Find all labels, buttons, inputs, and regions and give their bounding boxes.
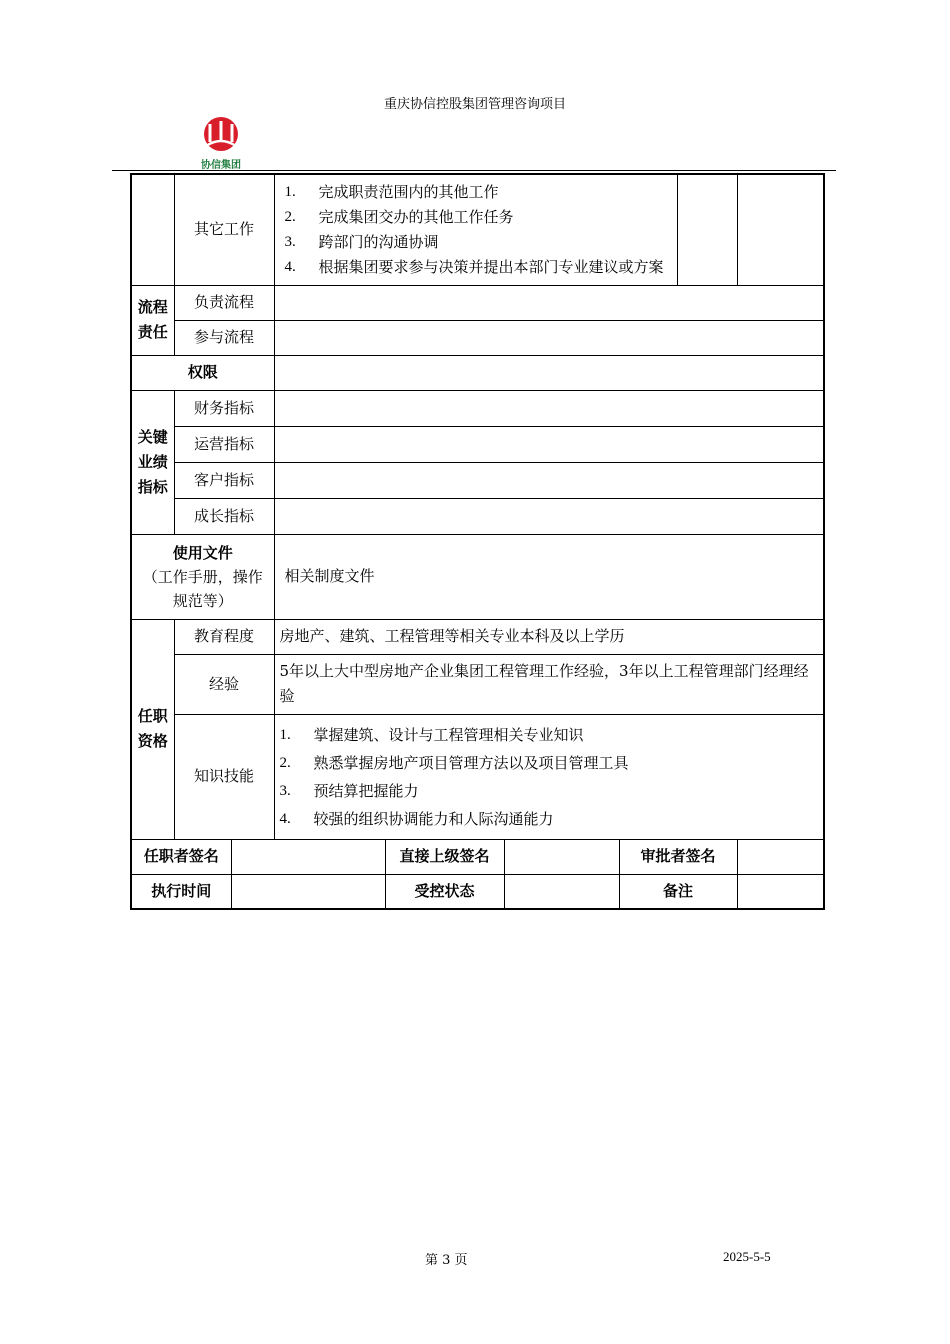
kpi-financial-label: 财务指标 [174, 390, 274, 426]
documents-value: 相关制度文件 [274, 534, 824, 619]
execution-row [131, 874, 824, 909]
process-participate-row [131, 320, 824, 355]
other-work-label: 其它工作 [174, 174, 274, 285]
authority-row [131, 355, 824, 390]
other-work-item-text: 根据集团要求参与决策并提出本部门专业建议或方案 [318, 257, 664, 276]
other-work-extra-cell-1 [677, 174, 737, 285]
other-work-extra-cell-2 [737, 174, 824, 285]
documents-note: （工作手册，操作规范等） [142, 567, 263, 610]
skill-item-number: 2. [279, 754, 291, 771]
approver-signature-label: 审批者签名 [619, 839, 737, 874]
other-work-item [285, 255, 672, 280]
skill-item-text: 预结算把握能力 [313, 781, 419, 800]
footer-date: 2025-5-5 [723, 1249, 771, 1264]
other-work-item-number: 3. [284, 233, 296, 250]
kpi-growth-row [131, 498, 824, 534]
other-work-category-cell [131, 174, 174, 285]
supervisor-signature-value [504, 839, 619, 874]
skill-item-text: 掌握建筑、设计与工程管理相关专业知识 [313, 725, 584, 744]
kpi-operations-label: 运营指标 [174, 426, 274, 462]
process-responsible-value [274, 285, 824, 320]
documents-label-cell [131, 534, 274, 619]
approver-signature-value [737, 839, 824, 874]
kpi-customer-value [274, 462, 824, 498]
process-responsible-row [131, 285, 824, 320]
other-work-item-text: 完成职责范围内的其他工作 [318, 182, 499, 201]
exec-time-value [231, 874, 385, 909]
qualification-category: 任职 资格 [131, 619, 174, 839]
other-work-item [285, 180, 672, 205]
page-number: 第 3 页 [425, 1253, 468, 1268]
skill-item-number: 1. [279, 726, 291, 743]
kpi-financial-row [131, 390, 824, 426]
other-work-content [274, 174, 677, 285]
education-row [131, 619, 824, 654]
skill-item-text: 较强的组织协调能力和人际沟通能力 [313, 809, 554, 828]
skill-item [280, 749, 819, 777]
authority-value [274, 355, 824, 390]
header-divider [112, 170, 836, 171]
kpi-growth-value [274, 498, 824, 534]
documents-row [131, 534, 824, 619]
holder-signature-label: 任职者签名 [131, 839, 231, 874]
kpi-customer-label: 客户指标 [174, 462, 274, 498]
process-participate-label: 参与流程 [174, 320, 274, 355]
skills-label: 知识技能 [174, 714, 274, 839]
kpi-growth-label: 成长指标 [174, 498, 274, 534]
logo-emblem-icon [196, 116, 246, 156]
kpi-operations-row [131, 426, 824, 462]
control-status-label: 受控状态 [385, 874, 504, 909]
skill-item [280, 805, 819, 833]
skills-list [280, 721, 819, 833]
job-description-table [130, 173, 825, 910]
exec-time-label: 执行时间 [131, 874, 231, 909]
process-participate-value [274, 320, 824, 355]
signature-row [131, 839, 824, 874]
education-value: 房地产、建筑、工程管理等相关专业本科及以上学历 [274, 619, 824, 654]
kpi-operations-value [274, 426, 824, 462]
remarks-value [737, 874, 824, 909]
process-responsible-label: 负责流程 [174, 285, 274, 320]
skill-item-text: 熟悉掌握房地产项目管理方法以及项目管理工具 [313, 753, 629, 772]
skills-row [131, 714, 824, 839]
other-work-row [131, 174, 824, 285]
document-header-title: 重庆协信控股集团管理咨询项目 [383, 97, 566, 112]
process-category: 流程 责任 [131, 285, 174, 355]
other-work-list [285, 180, 672, 280]
remarks-label: 备注 [619, 874, 737, 909]
other-work-item [285, 205, 672, 230]
other-work-item [285, 230, 672, 255]
experience-value: 5年以上大中型房地产企业集团工程管理工作经验，3年以上工程管理部门经理经验 [274, 654, 824, 714]
supervisor-signature-label: 直接上级签名 [385, 839, 504, 874]
education-label: 教育程度 [174, 619, 274, 654]
other-work-item-number: 1. [284, 183, 296, 200]
authority-label: 权限 [131, 355, 274, 390]
other-work-item-text: 跨部门的沟通协调 [318, 232, 439, 251]
skill-item-number: 3. [279, 782, 291, 799]
experience-label: 经验 [174, 654, 274, 714]
skills-content [274, 714, 824, 839]
skill-item [280, 721, 819, 749]
documents-label: 使用文件 [172, 543, 233, 562]
logo-text: 协信集团 [201, 160, 241, 171]
other-work-item-text: 完成集团交办的其他工作任务 [318, 207, 514, 226]
kpi-category: 关键 业绩 指标 [131, 390, 174, 534]
other-work-item-number: 2. [284, 208, 296, 225]
skill-item [280, 777, 819, 805]
control-status-value [504, 874, 619, 909]
holder-signature-value [231, 839, 385, 874]
skill-item-number: 4. [279, 810, 291, 827]
experience-row [131, 654, 824, 714]
kpi-customer-row [131, 462, 824, 498]
kpi-financial-value [274, 390, 824, 426]
other-work-item-number: 4. [284, 258, 296, 275]
company-logo [196, 116, 246, 172]
